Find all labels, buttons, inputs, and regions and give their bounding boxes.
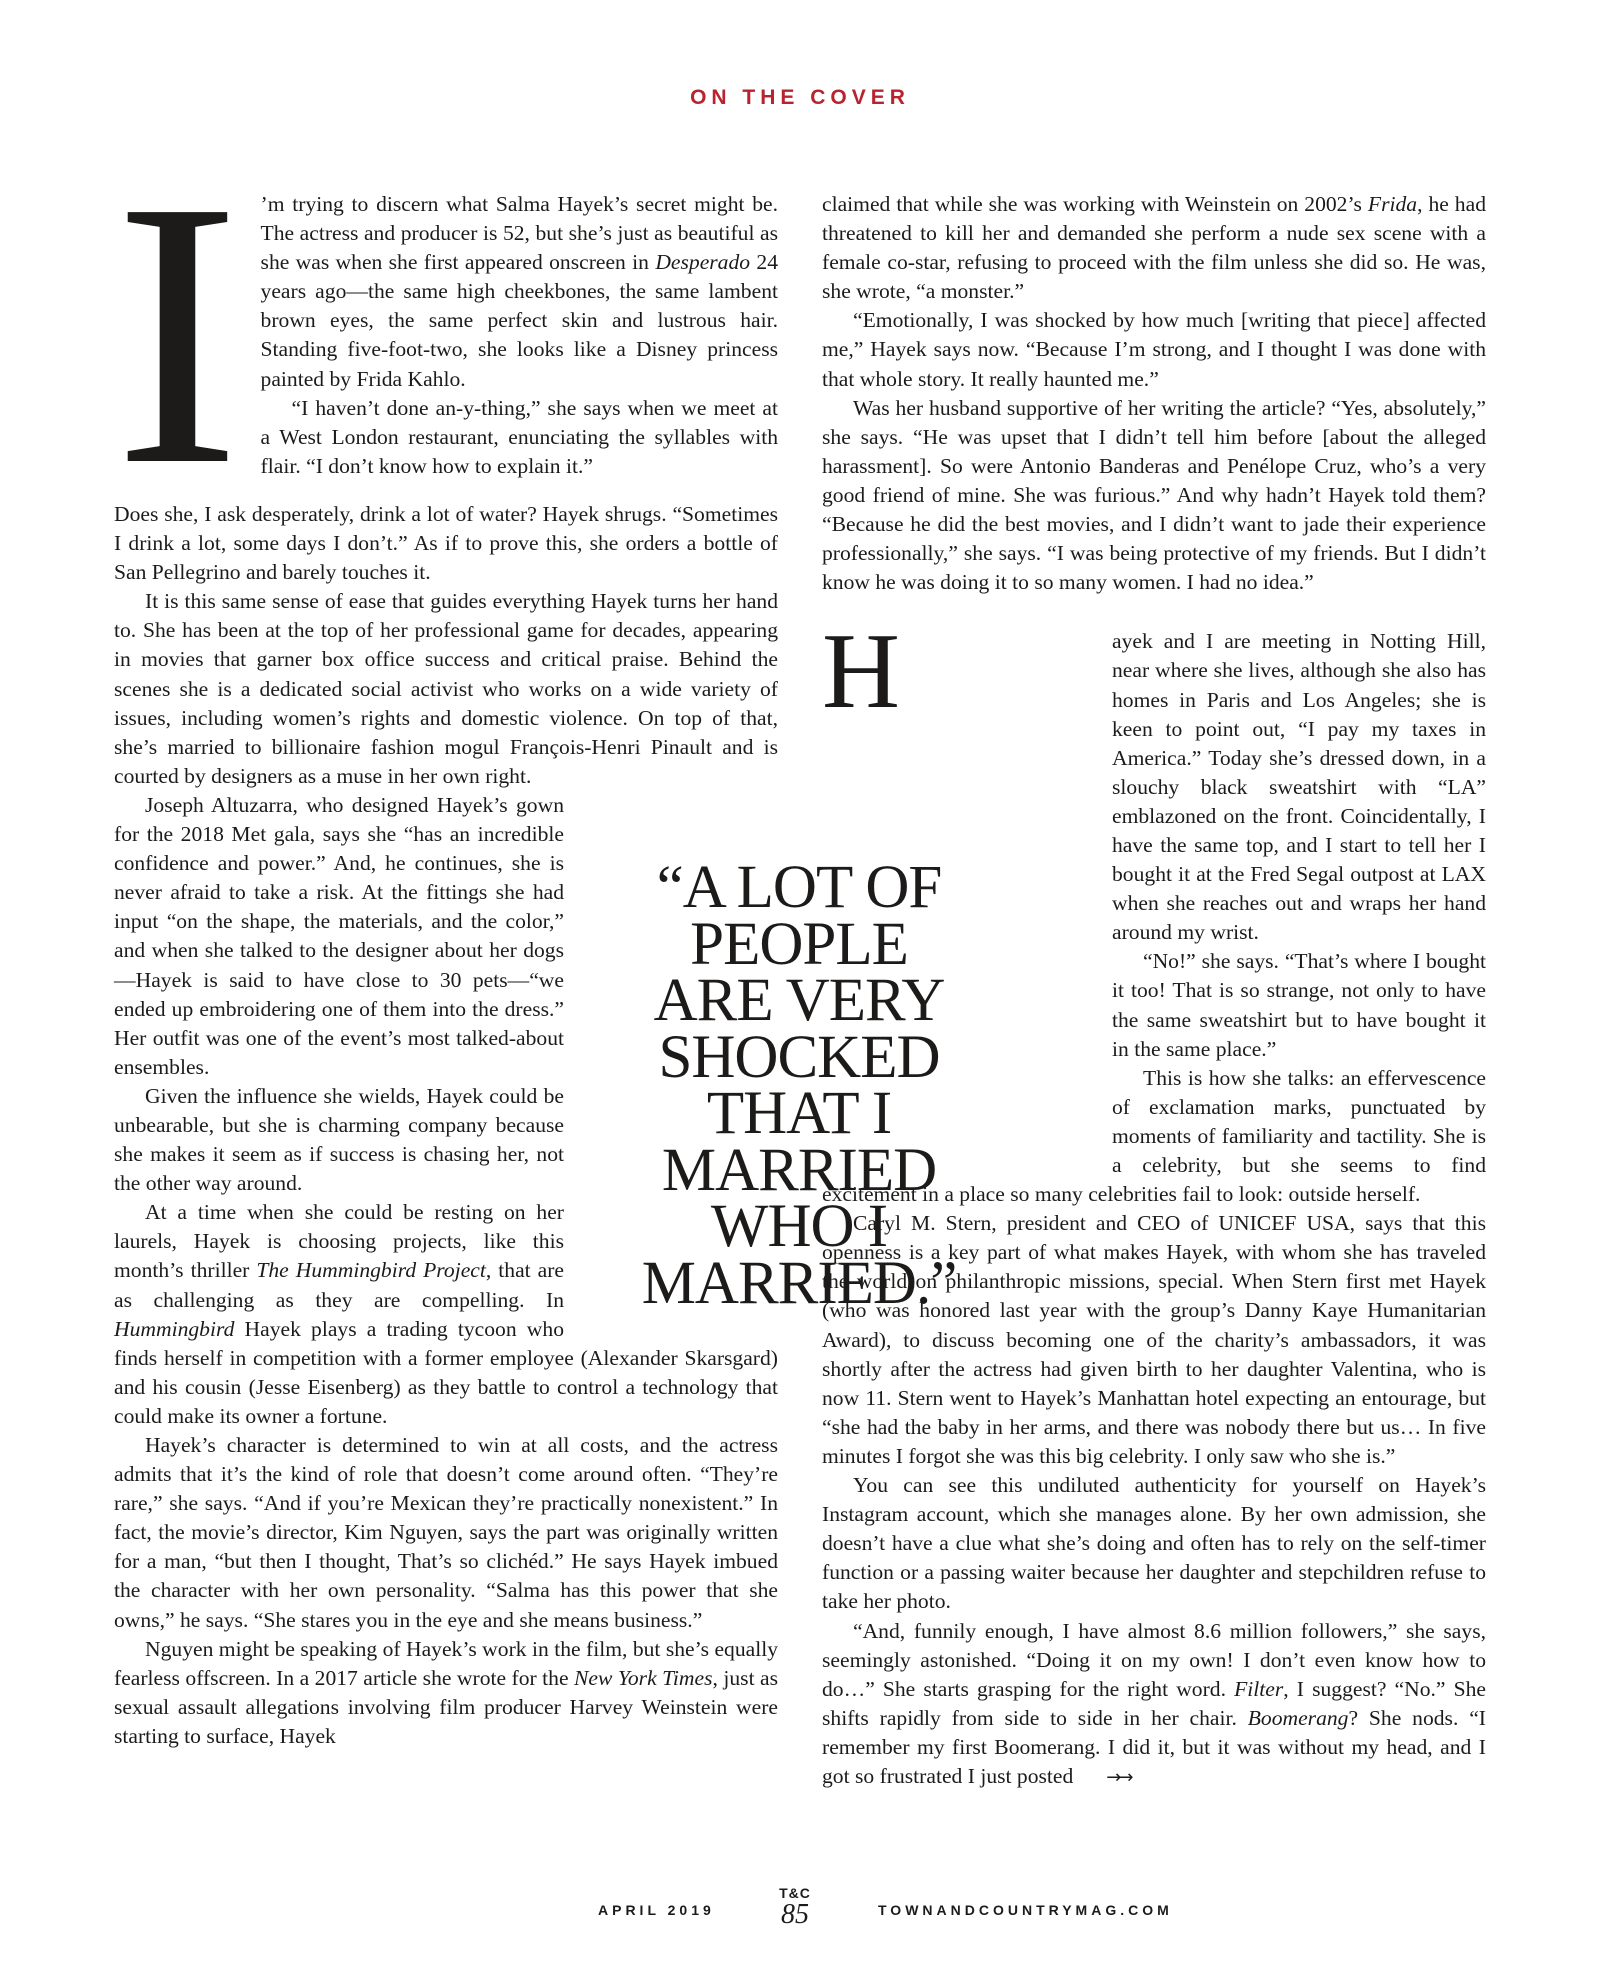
paragraph: I ’m trying to discern what Salma Hayek’s secret might be. The actress and producer is 52, but she’s just as beautiful as she was when she first appeared onscreen in Desperado 24 years ago—the same high cheekbones, the same lambent brown eyes, the same perfect skin and lustrous hair. Standing five-foot-two, she looks like a Disney princess painted by Frida Kahlo.: [114, 123, 778, 544]
paragraph: Caryl M. Stern, president and CEO of UNICEF USA, says that this openness is a key part of what makes Hayek, with whom she has traveled the world on philanthropic missions, special. When Stern first met Hayek (who was honored last year with the group’s Danny Kaye Humanitarian Award), to discuss becoming one of the charity’s ambassadors, it was shortly after the actress had given birth to her daughter Valentina, who is now 11. Stern went to Hayek’s Manhattan hotel expecting an entourage, but “she had the baby in her arms, and there was nobody there but us… In five minutes I forgot she was this big celebrity. I only saw who she is.”: [822, 1211, 1486, 1468]
paragraph: Given the influence she wields, Hayek could be unbearable, but she is charming company because she makes it seem as if success is chasing her, not the other way around.: [114, 1083, 564, 1196]
page-number: 85: [781, 1899, 809, 1930]
issue-date: APRIL 2019: [598, 1902, 715, 1918]
section-header: ON THE COVER: [690, 86, 910, 109]
paragraph: “I haven’t done an-y-thing,” she says when we meet at a West London restaurant, enunciating the syllables with flair. “I don’t know how to explain it.”: [260, 395, 778, 478]
paragraph: Joseph Altuzarra, who designed Hayek’s gown for the 2018 Met gala, says she “has an incredible confidence and power.” And, he continues, she is never afraid to take a risk. At the fittings she had input “on the shape, the materials, and the color,” and when she talked to the designer about her dogs—Hayek is said to have close to 30 pets—“we ended up embroidering one of them into the dress.” Her outfit was one of the event’s most talked-about ensembles.: [114, 792, 564, 1079]
paragraph: “Emotionally, I was shocked by how much [writing that piece] affected me,” Hayek says now. “Because I’m strong, and I thought I was done with that whole story. It really haunted me.”: [822, 308, 1486, 391]
paragraph: Hayek’s character is determined to win at all costs, and the actress admits that it’s the kind of role that doesn’t come around often. “They’re rare,” she says. “And if you’re Mexican they’re practically nonexistent.” In fact, the movie’s director, Kim Nguyen, says the part was originally written for a man, “but then I thought, That’s so clichéd.” He says Hayek imbued the character with her own personality. “Salma has this power that she owns,” he says. “She stares you in the eye and she means business.”: [114, 1433, 778, 1632]
paragraph: This is how she talks: an effervescence of exclamation marks, punctuated by moments of familiarity and tactility. She is a celebrity, but she seems to find excitement in a place so many celebrities fail to look: outside herself.: [822, 1065, 1486, 1207]
website-url: TOWNANDCOUNTRYMAG.COM: [878, 1902, 1173, 1918]
paragraph: It is this same sense of ease that guides everything Hayek turns her hand to. She has been at the top of her professional game for decades, appearing in movies that garner box office success and critical praise. Behind the scenes she is a dedicated social activist who works on a wide variety of issues, including women’s rights and domestic violence. On top of that, she’s married to billionaire fashion mogul François-Henri Pinault and is courted by designers as a muse in her own right.: [114, 589, 778, 788]
pull-quote: “A LOT OF PEOPLE ARE VERY SHOCKED THAT I MARRIED WHO I MARRIED.”: [641, 854, 957, 1317]
drop-cap: I: [114, 123, 237, 544]
paragraph: claimed that while she was working with Weinstein on 2002’s Frida, he had threatened to kill her and demanded she perform a nude sex scene with a female co-star, refusing to proceed with the film unless she did so. He was, she wrote, “a monster.”: [822, 192, 1486, 304]
paragraph: Was her husband supportive of her writing the article? “Yes, absolutely,” she says. “He was upset that I didn’t tell him before [about the alleged harassment]. So were Antonio Banderas and Penélope Cruz, who’s a very good friend of mine. She was furious.” And why hadn’t Hayek told them? “Because he did the best movies, and I didn’t want to jade their experience professionally,” she says. “I was being protective of my friends. But I didn’t know he was doing it to so many women. I had no idea.”: [822, 395, 1486, 595]
paragraph: At a time when she could be resting on her laurels, Hayek is choosing projects, like this month’s thriller The Hummingbird Project, that are as challenging as they are compelling. In Hummingbird Hayek plays a trading tycoon who finds herself in competition with a former employee (Alexander Skarsgard) and his cousin (Jesse Eisenberg) as they battle to control a technology that could make its owner a fortune.: [114, 1200, 778, 1428]
magazine-logo: [770, 1885, 820, 1929]
continue-arrow-icon: →→: [1106, 1766, 1131, 1788]
paragraph: You can see this undiluted authenticity for yourself on Hayek’s Instagram account, which she manages alone. By her own admission, she doesn’t have a clue what she’s doing and often has to rely on the self-timer function or a passing waiter because her daughter and stepchildren refuse to take her photo.: [822, 1473, 1486, 1614]
logo-mark: T&C: [779, 1885, 811, 1901]
paragraph: Does she, I ask desperately, drink a lot of water? Hayek shrugs. “Sometimes I drink a lot, some days I don’t.” As if to prove this, she orders a bottle of San Pellegrino and barely touches it.: [114, 502, 778, 585]
paragraph: Nguyen might be speaking of Hayek’s work in the film, but she’s equally fearless offscreen. In a 2017 article she wrote for the New York Times, just as sexual assault allegations involving film producer Harvey Weinstein were starting to surface, Hayek: [114, 1636, 779, 1748]
drop-cap: H: [822, 612, 900, 732]
paragraph: “And, funnily enough, I have almost 8.6 million followers,” she says, seemingly astonished. “Doing it on my own! I don’t even know how to do…” She starts grasping for the right word. Filter, I suggest? “No.” She shifts rapidly from side to side in her chair. Boomerang? She nods. “I remember my first Boomerang. I did it, but it was without my head, and I got so frustrated I just posted →→: [822, 1617, 1486, 1793]
paragraph: H ayek and I are meeting in Notting Hill, near where she lives, although she also has homes in Paris and Los Angeles; she is keen to point out, “I pay my taxes in America.” Today she’s dressed down, in a slouchy black sweatshirt with “LA” emblazoned on the front. Coincidentally, I have the same top, and I start to tell her I bought it at the Fred Segal outpost at LAX when she reaches out and wraps her hand around my wrist.: [822, 627, 1486, 947]
paragraph: “No!” she says. “That’s where I bought it too! That is so strange, not only to have the same sweatshirt but to have bought it in the same place.”: [1112, 949, 1486, 1061]
